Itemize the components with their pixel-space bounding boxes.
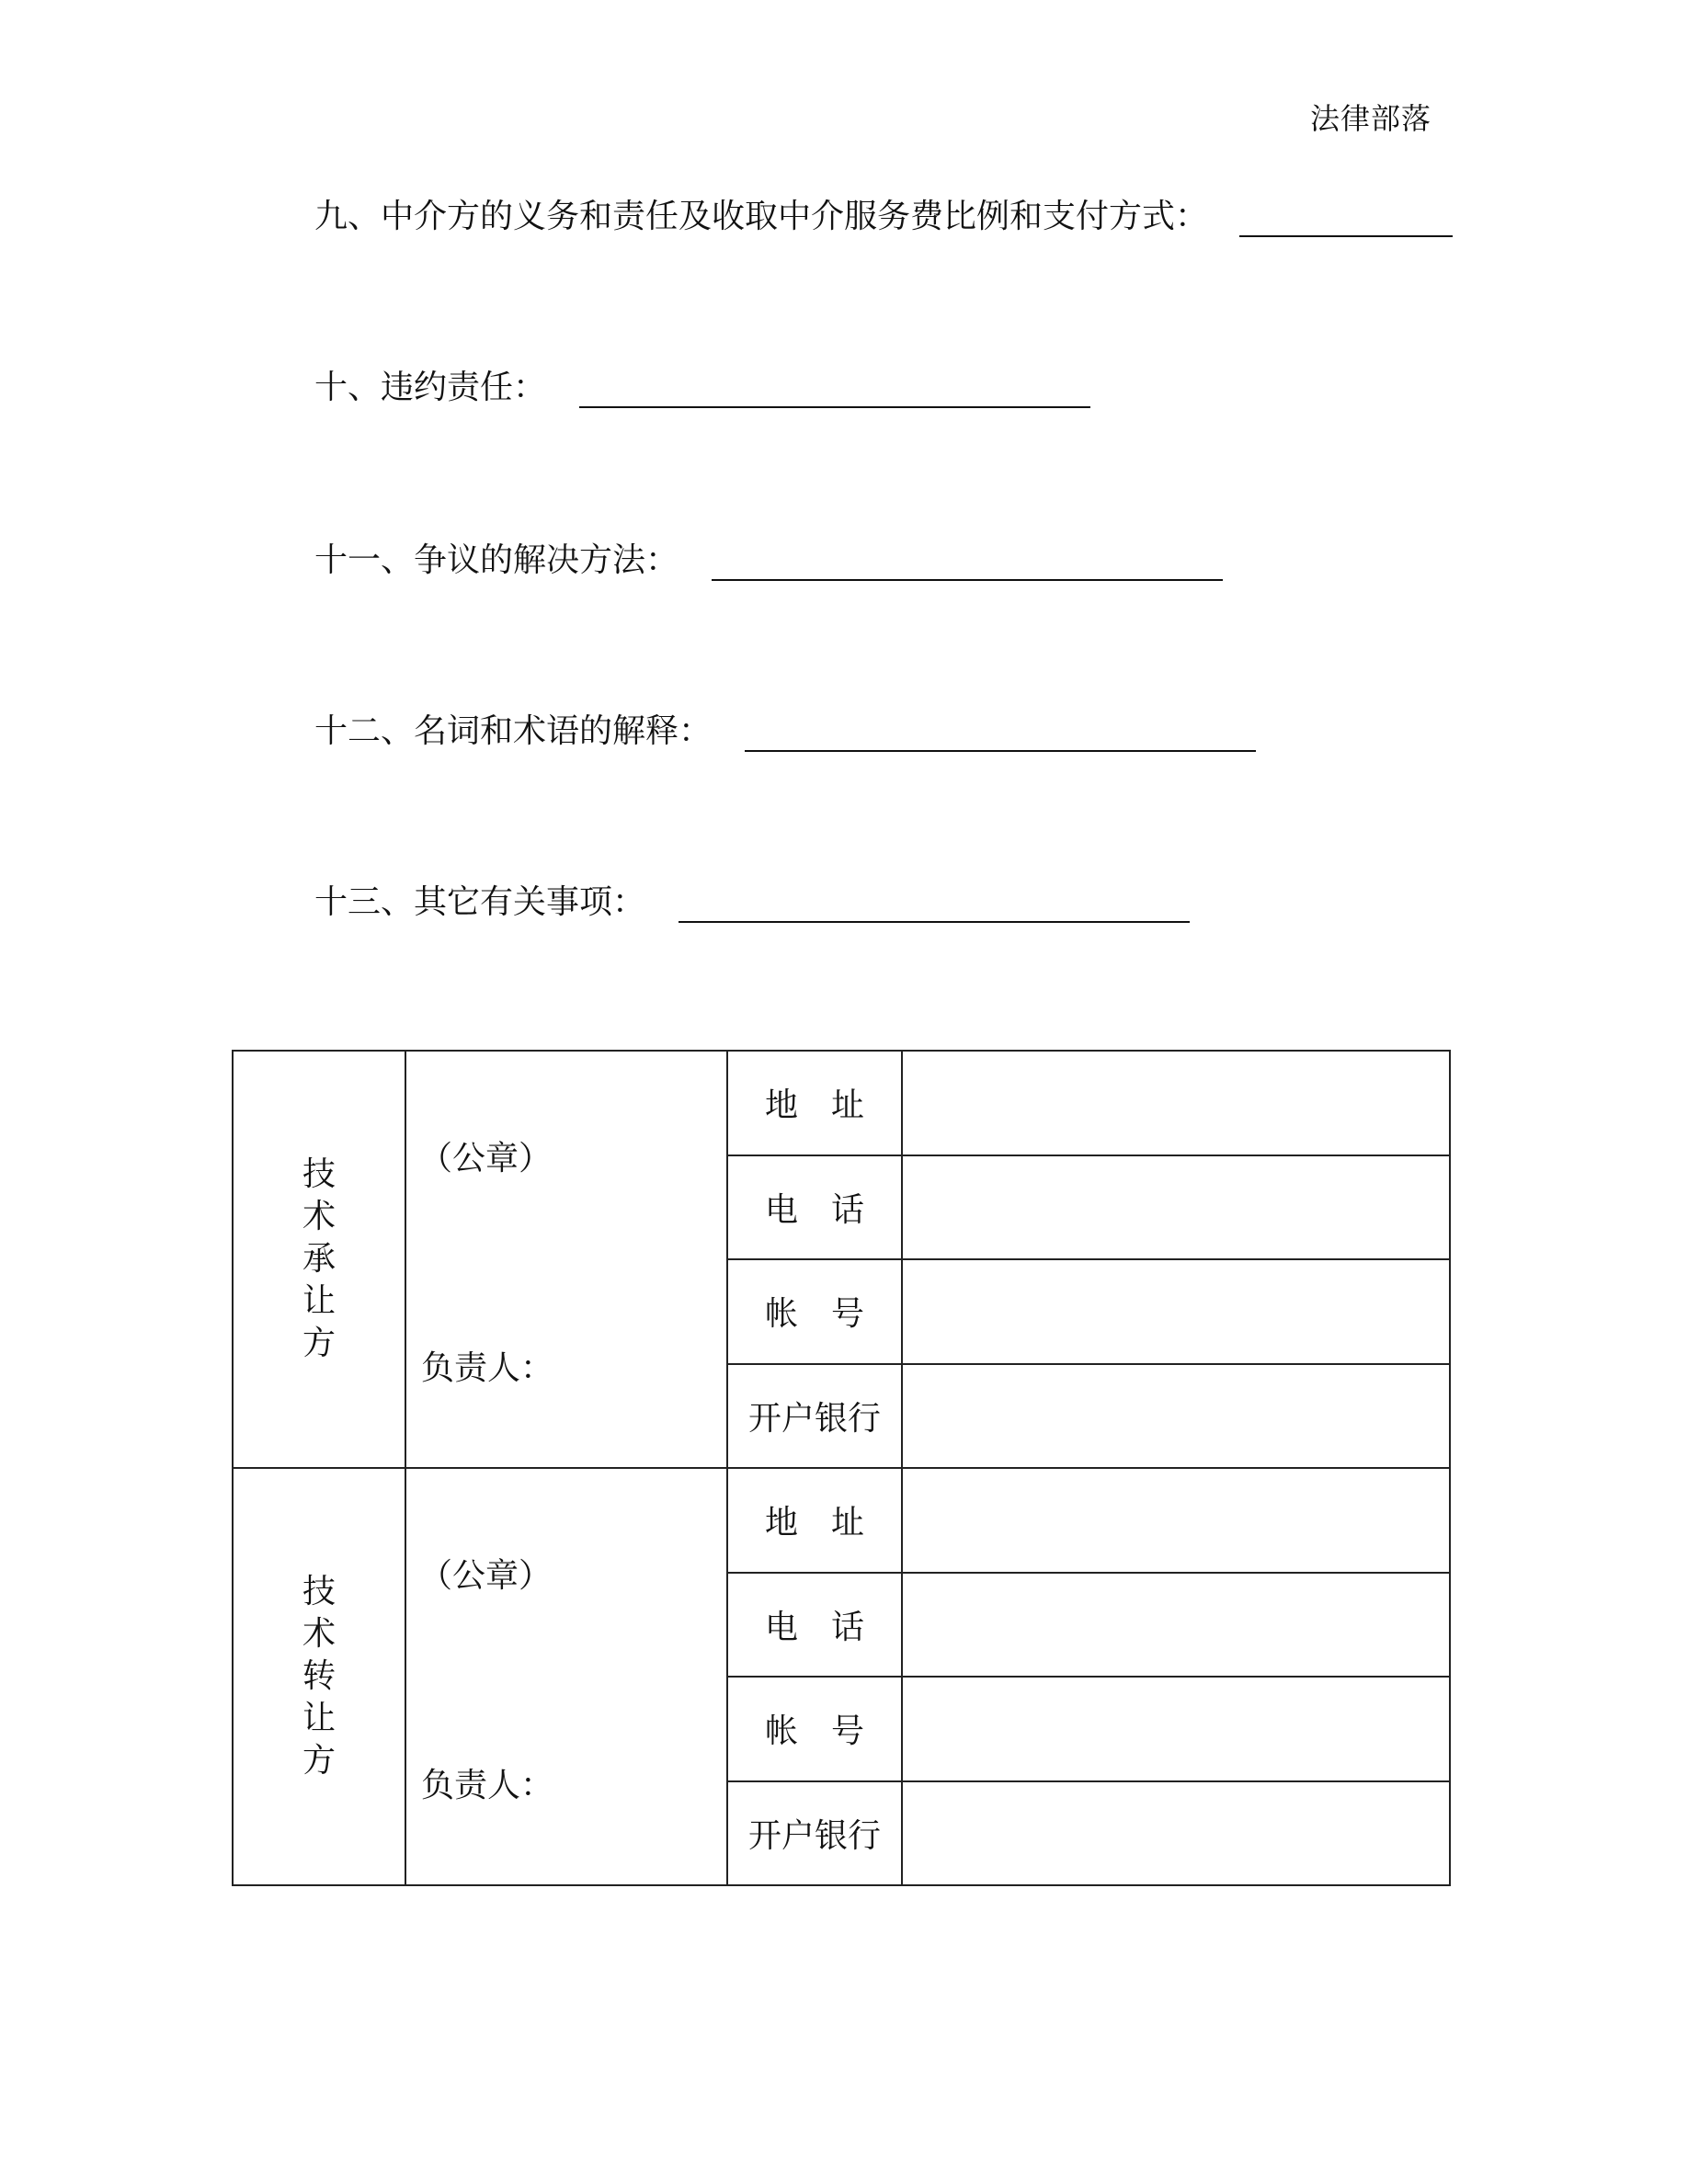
clause-11-label: 十一、争议的解决方法： <box>314 541 679 579</box>
clause-13-blank[interactable] <box>679 890 1190 923</box>
field-value-account[interactable] <box>902 1677 1450 1781</box>
field-label-bank: 开户银行 <box>727 1781 902 1886</box>
party-name-assignor: 技术转让方 <box>302 1573 336 1780</box>
responsible-label: 负责人： <box>421 1767 554 1804</box>
seal-label: （公章） <box>419 1557 553 1595</box>
party-cell-assignee <box>233 1051 405 1468</box>
clause-10-label: 十、违约责任： <box>314 369 547 406</box>
field-value-bank[interactable] <box>902 1364 1450 1469</box>
clause-11-blank[interactable] <box>712 548 1223 581</box>
field-label-phone: 电 话 <box>727 1573 902 1678</box>
signature-table <box>232 1050 1451 1886</box>
party-name-assignee: 技术承让方 <box>302 1155 336 1362</box>
field-value-phone[interactable] <box>902 1573 1450 1678</box>
clause-9 <box>314 197 1453 237</box>
clause-10 <box>314 368 1090 408</box>
clause-9-label: 九、中介方的义务和责任及收取中介服务费比例和支付方式： <box>314 198 1209 235</box>
field-label-account: 帐 号 <box>727 1677 902 1781</box>
clause-13-label: 十三、其它有关事项： <box>314 883 646 921</box>
seal-cell-assignee[interactable] <box>405 1051 727 1468</box>
responsible-label: 负责人： <box>421 1349 554 1387</box>
clause-9-blank[interactable] <box>1239 204 1453 237</box>
field-value-address[interactable] <box>902 1051 1450 1155</box>
field-value-address[interactable] <box>902 1468 1450 1573</box>
clause-12 <box>314 711 1256 752</box>
field-label-address: 地 址 <box>727 1468 902 1573</box>
header-brand: 法律部落 <box>1309 101 1431 136</box>
clause-12-label: 十二、名词和术语的解释： <box>314 712 713 750</box>
table-row <box>233 1051 1450 1155</box>
field-label-bank: 开户银行 <box>727 1364 902 1469</box>
clause-11 <box>314 540 1223 581</box>
field-value-phone[interactable] <box>902 1155 1450 1260</box>
field-label-address: 地 址 <box>727 1051 902 1155</box>
table-row <box>233 1468 1450 1573</box>
field-value-bank[interactable] <box>902 1781 1450 1886</box>
clause-12-blank[interactable] <box>745 719 1256 752</box>
field-label-phone: 电 话 <box>727 1155 902 1260</box>
seal-cell-assignor[interactable] <box>405 1468 727 1885</box>
field-label-account: 帐 号 <box>727 1259 902 1364</box>
clause-10-blank[interactable] <box>579 375 1090 408</box>
seal-label: （公章） <box>419 1140 553 1177</box>
party-cell-assignor <box>233 1468 405 1885</box>
field-value-account[interactable] <box>902 1259 1450 1364</box>
clause-13 <box>314 882 1190 923</box>
